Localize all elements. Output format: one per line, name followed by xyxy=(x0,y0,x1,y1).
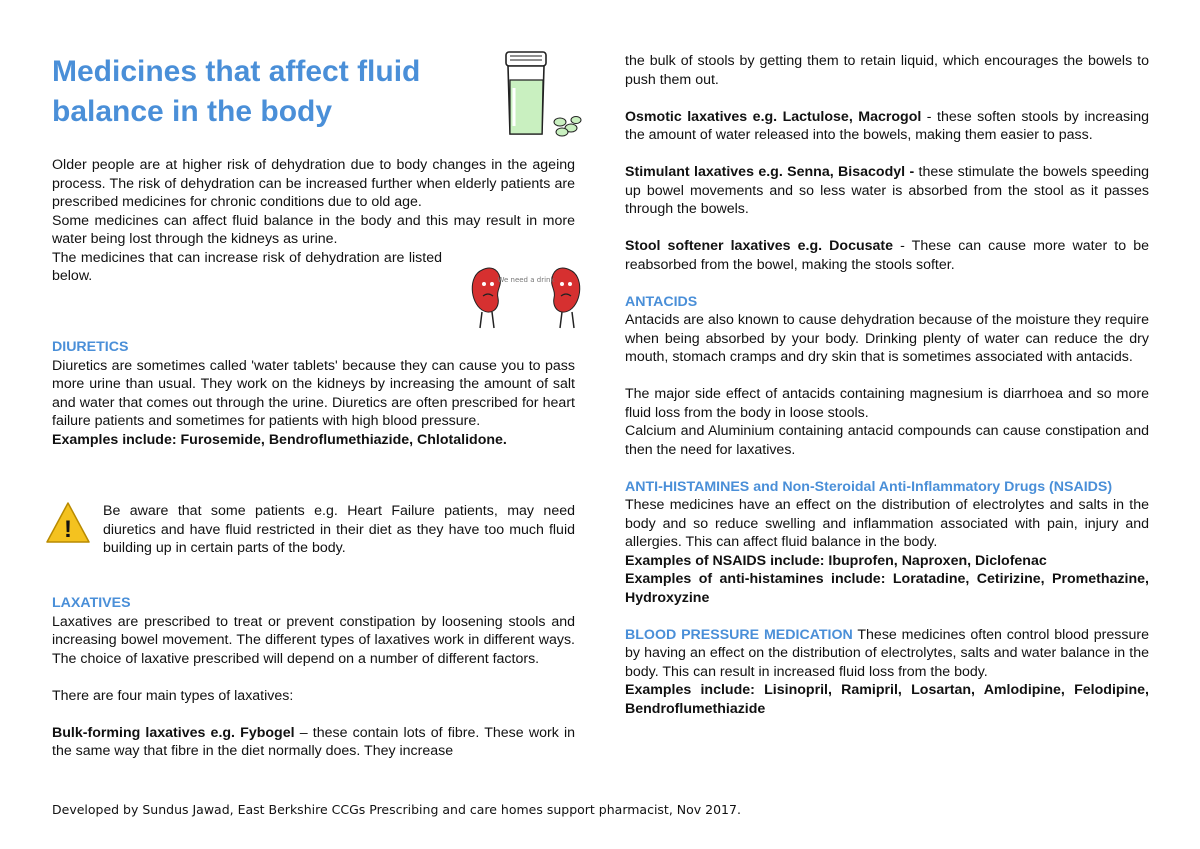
intro-paragraph: Some medicines can affect fluid balance in the body and this may result in more water being lost through the kidneys as urine. xyxy=(52,212,575,247)
bulk-forming-paragraph xyxy=(52,724,575,761)
warning-note xyxy=(103,502,575,558)
warning-icon xyxy=(44,500,92,546)
intro-paragraph: The medicines that can increase risk of dehydration are listed below. xyxy=(52,249,442,284)
osmotic-paragraph xyxy=(625,108,1149,145)
antacids-paragraph: Calcium and Aluminium containing antacid compounds can cause constipation and then the need for laxatives. xyxy=(625,423,1149,458)
right-column xyxy=(625,52,1149,718)
osmotic-text: - these soften stools by increasing the amount of water released into the bowels, making them easier to pass. xyxy=(625,108,1149,143)
bp-heading: BLOOD PRESSURE MEDICATION xyxy=(625,626,853,643)
page-title: Medicines that affect fluid balance in the body xyxy=(52,55,421,128)
pill-bottle-icon xyxy=(500,48,585,140)
bp-paragraph xyxy=(625,626,1149,682)
softener-paragraph xyxy=(625,237,1149,274)
stimulant-text: these stimulate the bowels speeding up bowel movements and so less water is absorbed from the stool as it passes through the bowels. xyxy=(625,164,1149,217)
antacids-heading: ANTACIDS xyxy=(625,293,698,310)
osmotic-label: Osmotic laxatives e.g. Lactulose, Macrogol xyxy=(625,108,922,125)
kidney-caption: We need a drink xyxy=(497,276,555,284)
bulk-forming-text: – these contain lots of fibre. These work in the same way that fibre in the diet normally does. They increase xyxy=(52,724,575,759)
laxatives-body: Laxatives are prescribed to treat or prevent constipation by loosening stools and increasing bowel movement. The different types of laxatives work in different ways. The choice of laxative prescribed will depend on a number of different factors. xyxy=(52,613,575,667)
nsaids-heading: ANTI-HISTAMINES and Non-Steroidal Anti-Inflammatory Drugs (NSAIDS) xyxy=(625,478,1113,495)
antacids-paragraph: Antacids are also known to cause dehydration because of the moisture they require when being absorbed by your body. Drinking plenty of water can reduce the dry mouth, stomach cramps and dry skin that is sometimes associated with antacids. xyxy=(625,312,1149,365)
nsaids-examples: Examples of NSAIDS include: Ibuprofen, Naproxen, Diclofenac xyxy=(625,552,1047,569)
warning-text: Be aware that some patients e.g. Heart Failure patients, may need diuretics and have fluid restricted in their diet as they have too much fluid building up in certain parts of the body. xyxy=(103,503,575,556)
kidneys-icon xyxy=(470,262,585,334)
softener-text: - These can cause more water to be reabsorbed from the bowel, making the stools softer. xyxy=(625,238,1149,273)
antihistamine-examples: Examples of anti-histamines include: Loratadine, Cetirizine, Promethazine, Hydroxyzine xyxy=(625,571,1149,606)
laxatives-types-intro: There are four main types of laxatives: xyxy=(52,687,294,704)
antacids-paragraph: The major side effect of antacids containing magnesium is diarrhoea and so more fluid loss from the body in loose stools. xyxy=(625,386,1149,421)
stimulant-label: Stimulant laxatives e.g. Senna, Bisacodyl - xyxy=(625,164,915,180)
warning-symbol: ! xyxy=(64,516,72,543)
diuretics-heading: DIURETICS xyxy=(52,339,129,355)
intro-paragraph: Older people are at higher risk of dehydration due to body changes in the ageing process. The risk of dehydration can be increased further when elderly patients are prescribed medicines for chronic conditions due to old age. xyxy=(52,157,575,210)
diuretics-body: Diuretics are sometimes called 'water tablets' because they can cause you to pass more urine than usual. They work on the kidneys by increasing the amount of salt and water that comes out through the urine. Diuretics are often prescribed for heart failure patients and sometimes for patients with high blood pressure. xyxy=(52,357,575,429)
footer-credit: Developed by Sundus Jawad, East Berkshire CCGs Prescribing and care homes support pharmacist, Nov 2017. xyxy=(52,802,741,817)
bp-examples: Examples include: Lisinopril, Ramipril, Losartan, Amlodipine, Felodipine, Bendroflumethiazide xyxy=(625,682,1149,717)
bulk-forming-continued: the bulk of stools by getting them to retain liquid, which encourages the bowels to push them out. xyxy=(625,53,1149,88)
nsaids-body: These medicines have an effect on the distribution of electrolytes and salts in the body and so reduce swelling and inflammation associated with pain, injury and allergies. This can affect fluid balance in the body. xyxy=(625,497,1149,550)
bp-body: These medicines often control blood pressure by having an effect on the distribution of electrolytes, salts and water balance in the body. This can result in increased fluid loss from the body. xyxy=(625,626,1149,680)
diuretics-section xyxy=(52,338,575,449)
softener-label: Stool softener laxatives e.g. Docusate xyxy=(625,238,894,254)
diuretics-examples: Examples include: Furosemide, Bendroflumethiazide, Chlotalidone. xyxy=(52,431,507,448)
laxatives-heading: LAXATIVES xyxy=(52,595,131,611)
bulk-forming-label: Bulk-forming laxatives e.g. Fybogel xyxy=(52,724,295,741)
stimulant-paragraph xyxy=(625,163,1149,219)
laxatives-section xyxy=(52,594,575,761)
